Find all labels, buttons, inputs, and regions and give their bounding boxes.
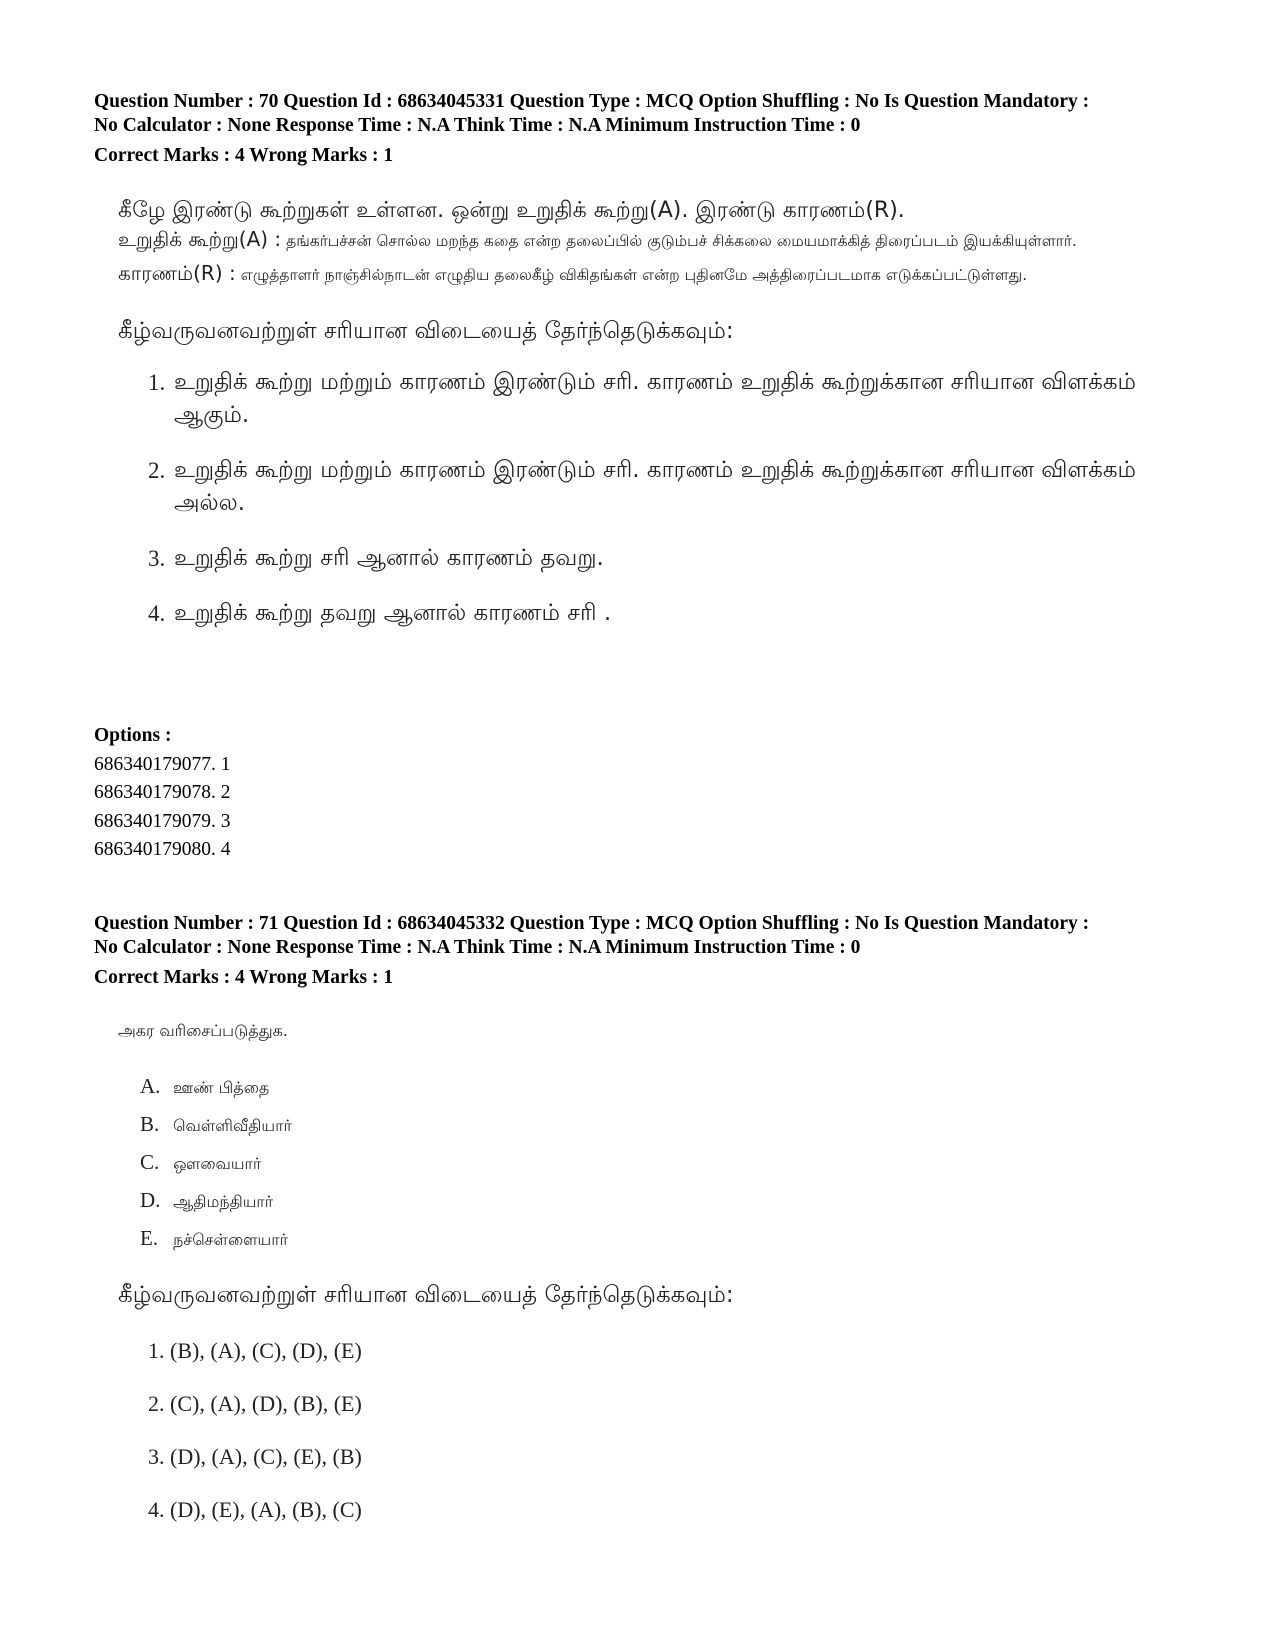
answer-choices xyxy=(118,366,1208,630)
choice-text: உறுதிக் கூற்று மற்றும் காரணம் இரண்டும் சரி. காரணம் உறுதிக் கூற்றுக்கான சரியான விளக்கம் அல்ல. xyxy=(174,457,1137,516)
question-marks: Correct Marks : 4 Wrong Marks : 1 xyxy=(94,967,394,988)
choice-number: 2. xyxy=(148,458,166,483)
item-letter: C. xyxy=(140,1150,160,1174)
answer-choices xyxy=(118,1336,1208,1525)
question-71-body xyxy=(118,1020,1208,1548)
item-text: நச்செள்ளையார் xyxy=(173,1230,288,1249)
answer-choice: 4. (D), (E), (A), (B), (C) xyxy=(148,1497,362,1522)
option-item: 686340179077. 1 xyxy=(94,753,231,775)
question-70-body xyxy=(118,196,1208,652)
question-meta-line: No Calculator : None Response Time : N.A Think Time : N.A Minimum Instruction Time : 0 xyxy=(94,937,861,958)
item-text: வெள்ளிவீதியார் xyxy=(173,1116,292,1135)
item-letter: D. xyxy=(140,1188,161,1212)
answer-choice: 2. (C), (A), (D), (B), (E) xyxy=(148,1391,362,1416)
assertion-label: உறுதிக் கூற்று(A) : xyxy=(118,227,282,251)
choice-text: உறுதிக் கூற்று மற்றும் காரணம் இரண்டும் சரி. காரணம் உறுதிக் கூற்றுக்கான சரியான விளக்கம் ஆகும். xyxy=(174,369,1137,428)
choice-text: உறுதிக் கூற்று சரி ஆனால் காரணம் தவறு. xyxy=(174,545,604,571)
reason-label: காரணம்(R) : xyxy=(118,261,236,285)
answer-choice: 1. (B), (A), (C), (D), (E) xyxy=(148,1338,362,1363)
question-intro: கீழே இரண்டு கூற்றுகள் உள்ளன. ஒன்று உறுதிக் கூற்று(A). இரண்டு காரணம்(R). xyxy=(118,198,905,223)
choice-number: 3. xyxy=(148,546,166,571)
answer-choice xyxy=(148,366,1208,432)
answer-choice xyxy=(148,542,1208,575)
question-instruction: கீழ்வருவனவற்றுள் சரியான விடையைத் தேர்ந்தெடுக்கவும்: xyxy=(118,318,734,344)
option-item: 686340179080. 4 xyxy=(94,839,231,860)
question-71-meta xyxy=(94,912,1204,990)
choice-number: 1. xyxy=(148,370,166,395)
question-meta-line: Question Number : 70 Question Id : 68634045331 Question Type : MCQ Option Shuffling : No Is Question Mandatory : xyxy=(94,91,1090,112)
options-heading: Options : xyxy=(94,725,172,746)
question-meta-line: Question Number : 71 Question Id : 68634045332 Question Type : MCQ Option Shuffling : No Is Question Mandatory : xyxy=(94,913,1090,934)
item-text: ஆதிமந்தியார் xyxy=(173,1192,274,1211)
answer-choice xyxy=(148,454,1208,520)
choice-number: 4. xyxy=(148,601,166,626)
ordering-items xyxy=(118,1068,1208,1258)
ordering-item xyxy=(140,1220,1208,1258)
answer-choice: 3. (D), (A), (C), (E), (B) xyxy=(148,1444,362,1469)
question-marks: Correct Marks : 4 Wrong Marks : 1 xyxy=(94,145,394,166)
item-text: ஔவையார் xyxy=(173,1154,262,1173)
question-intro: அகர வரிசைப்படுத்துக. xyxy=(118,1021,288,1040)
choice-text: உறுதிக் கூற்று தவறு ஆனால் காரணம் சரி . xyxy=(174,600,612,626)
question-70-meta xyxy=(94,90,1204,168)
ordering-item xyxy=(140,1106,1208,1144)
item-letter: E. xyxy=(140,1226,159,1250)
question-instruction: கீழ்வருவனவற்றுள் சரியான விடையைத் தேர்ந்தெடுக்கவும்: xyxy=(118,1282,734,1308)
ordering-item xyxy=(140,1182,1208,1220)
reason-text: எழுத்தாளர் நாஞ்சில்நாடன் எழுதிய தலைகீழ் விகிதங்கள் என்ற புதினமே அத்திரைப்படமாக எடுக்கப்பட்டுள்ளது. xyxy=(240,266,1028,284)
ordering-item xyxy=(140,1144,1208,1182)
item-text: ஊண் பித்தை xyxy=(173,1078,270,1097)
ordering-item xyxy=(140,1068,1208,1106)
answer-choice xyxy=(148,597,1208,630)
assertion-text: தங்கர்பச்சன் சொல்ல மறந்த கதை என்ற தலைப்பில் குடும்பச் சிக்கலை மையமாக்கித் திரைப்படம் இயக்கியுள்ளார். xyxy=(286,232,1077,250)
option-item: 686340179078. 2 xyxy=(94,782,231,803)
assertion-paragraph xyxy=(118,228,1208,252)
reason-paragraph xyxy=(118,262,1208,286)
question-70-options xyxy=(94,722,231,865)
item-letter: B. xyxy=(140,1112,160,1136)
item-letter: A. xyxy=(140,1074,161,1098)
option-item: 686340179079. 3 xyxy=(94,810,231,832)
question-meta-line: No Calculator : None Response Time : N.A Think Time : N.A Minimum Instruction Time : 0 xyxy=(94,115,861,136)
